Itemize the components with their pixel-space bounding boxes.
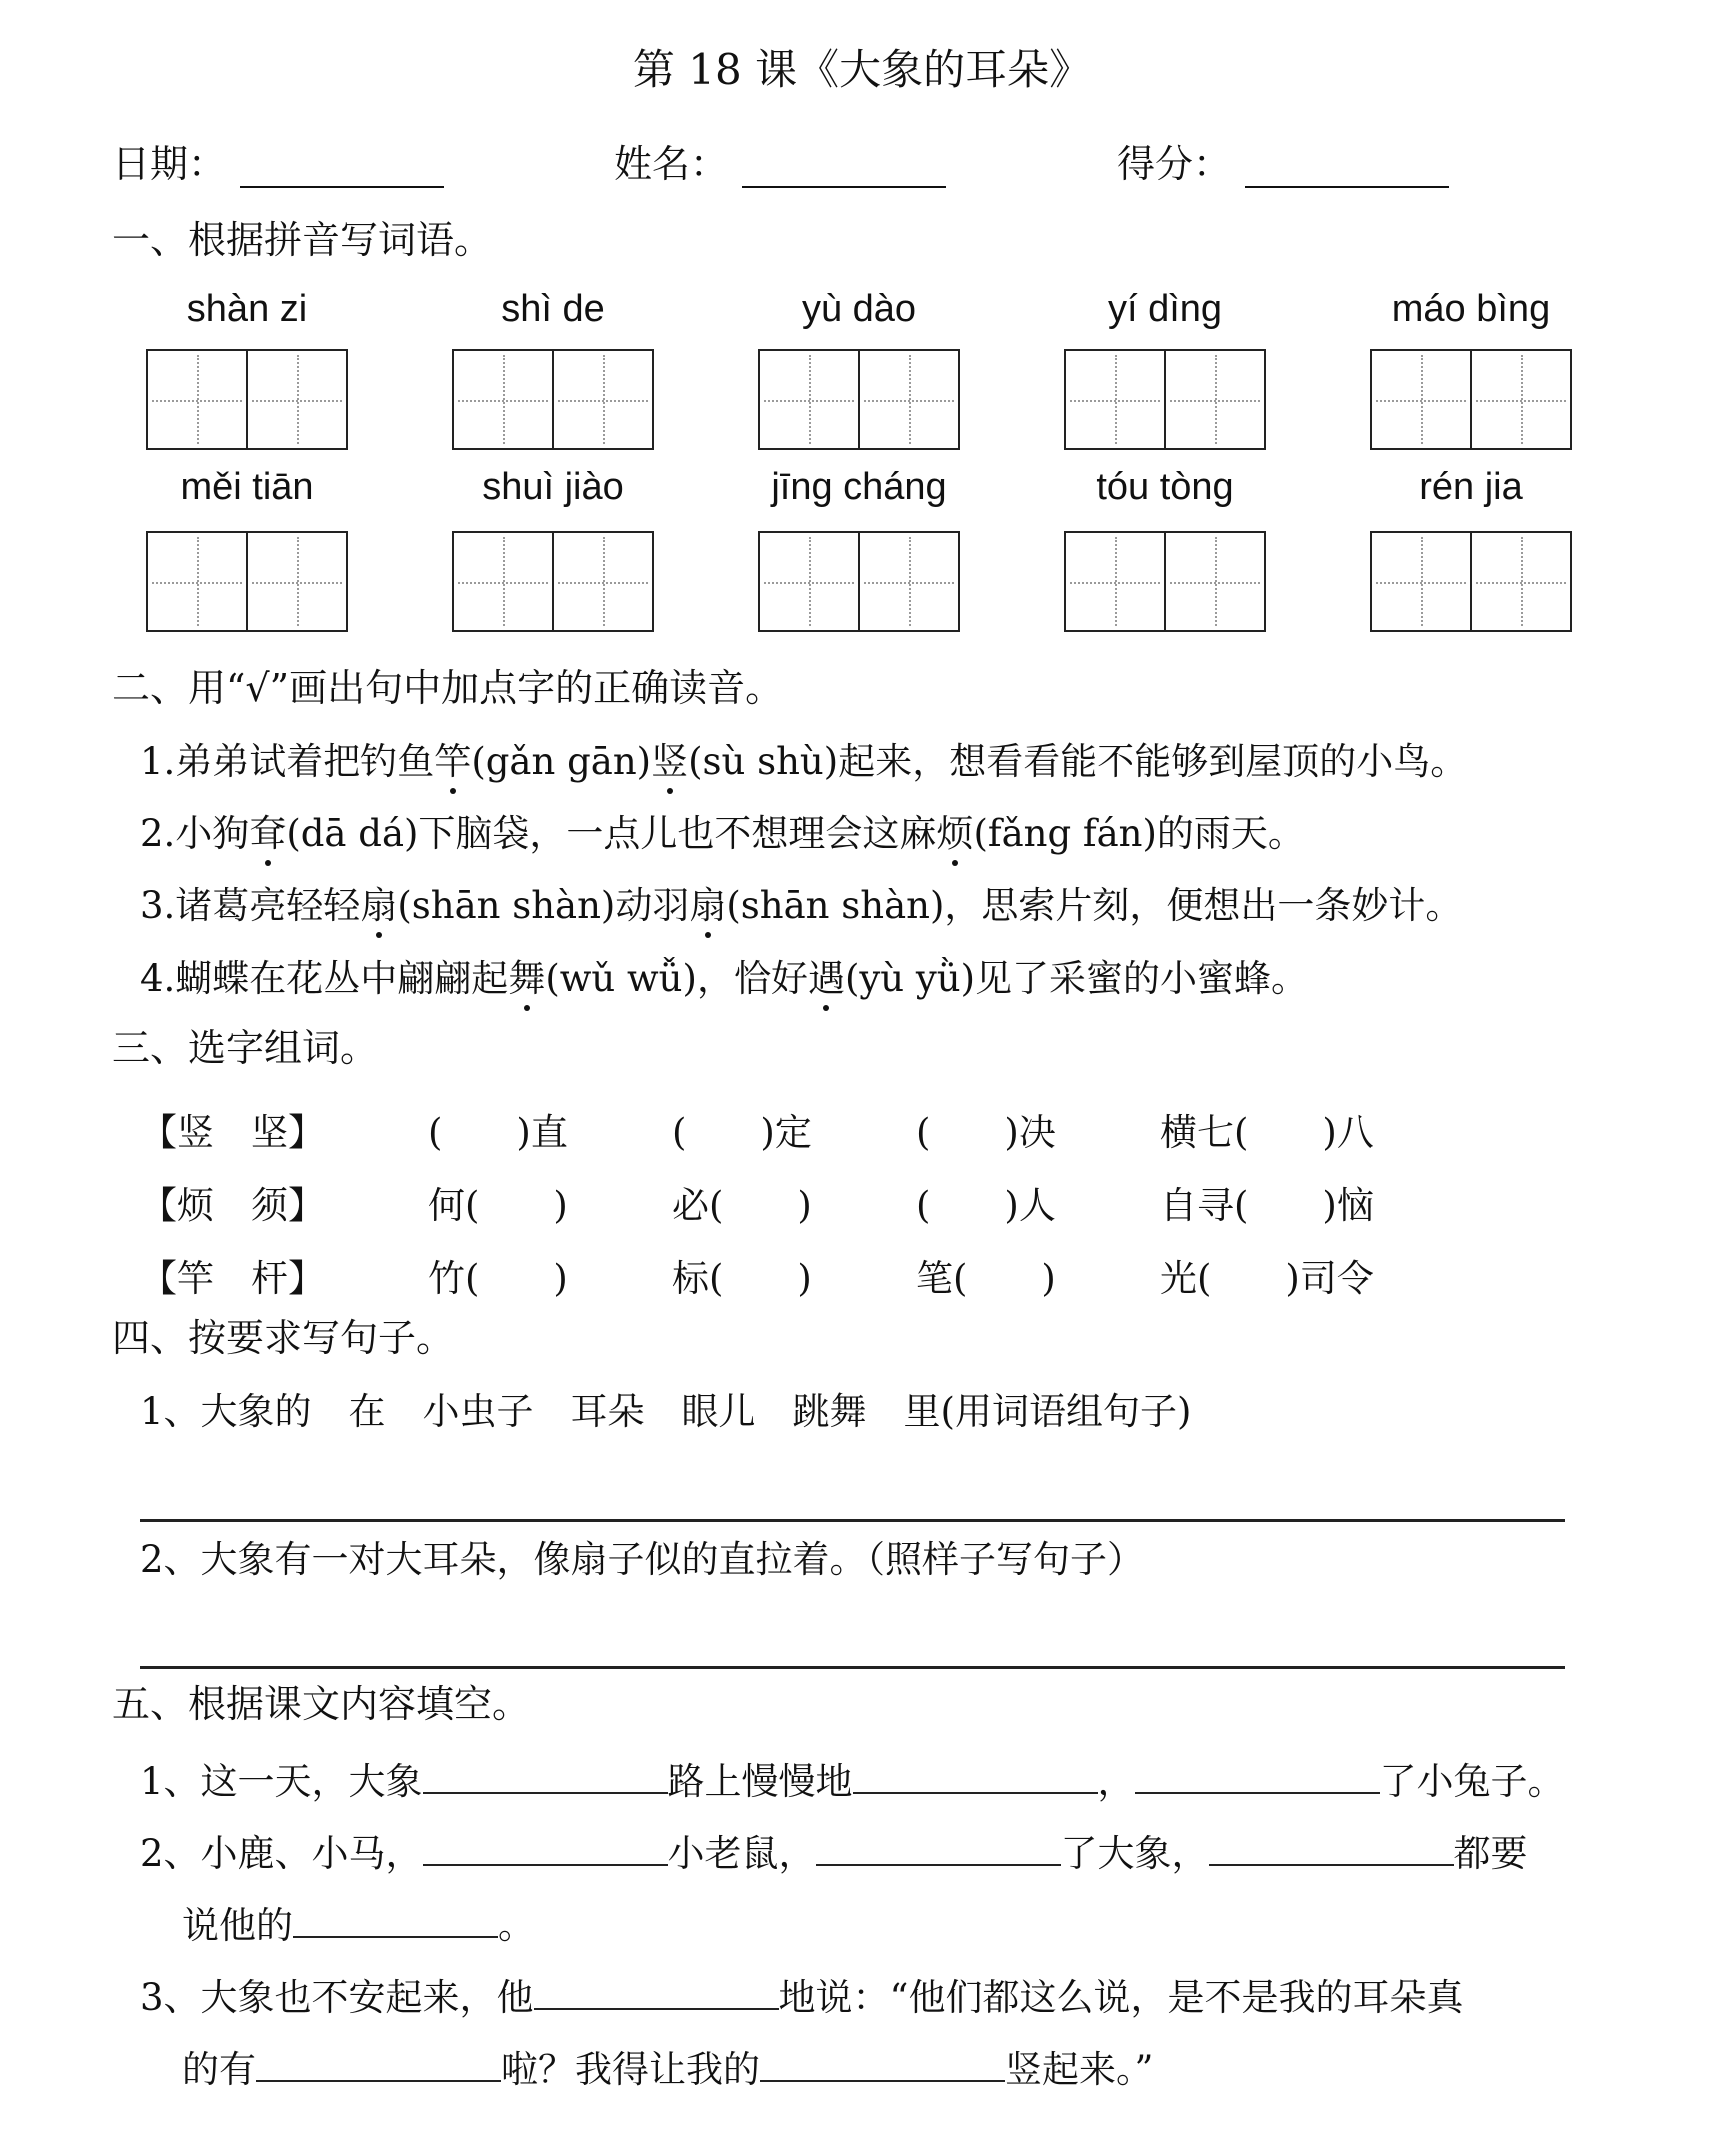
pinyin-label: máo bìng [1391, 288, 1551, 330]
sentence [140, 955, 1308, 1003]
section4-question-1: 1、大象的 在 小虫子 耳朵 眼儿 跳舞 里(用词语组句子) [140, 1390, 1192, 1433]
section5-question-2-cont [182, 1898, 535, 1950]
q1-text-a: 1、这一天，大象 [140, 1760, 423, 1803]
tianzige-cell[interactable] [1164, 351, 1264, 448]
worksheet-title: 第 18 课《大象的耳朵》 [632, 45, 1092, 94]
dotted-character: 竖 [651, 738, 688, 786]
date-blank[interactable] [240, 146, 444, 188]
pinyin-label: shuì jiào [482, 466, 624, 508]
tianzige-cell[interactable] [760, 351, 858, 448]
sentence-text: 1.弟弟试着把钓鱼 [140, 740, 435, 783]
word-blank[interactable]: 何( ) [428, 1184, 568, 1227]
tianzige-cell[interactable] [1470, 351, 1570, 448]
q2b-text-b: 。 [498, 1904, 535, 1947]
sentence-text: (gǎn gān) [471, 740, 652, 783]
q2b-text-a: 说他的 [182, 1904, 293, 1947]
score-label: 得分： [1117, 142, 1232, 186]
fill-blank[interactable] [1135, 1754, 1380, 1794]
q1-text-c: ， [1097, 1760, 1135, 1803]
writing-grid [1064, 531, 1266, 632]
pinyin-label: shàn zi [186, 288, 308, 330]
q2-text-b: 小老鼠， [667, 1832, 816, 1875]
sentence-text: (wǔ wǚ)，恰好 [545, 957, 808, 1000]
dotted-character: 扇 [360, 882, 397, 930]
pinyin-label: měi tiān [180, 466, 314, 508]
word-blank[interactable]: 笔( ) [916, 1257, 1056, 1300]
sentence [140, 738, 1467, 786]
date-field [112, 140, 444, 188]
tianzige-cell[interactable] [858, 351, 958, 448]
section5-question-1 [140, 1754, 1565, 1806]
tianzige-cell[interactable] [1372, 533, 1470, 630]
q1-text-b: 路上慢慢地 [667, 1760, 853, 1803]
fill-blank[interactable] [760, 2042, 1005, 2082]
sentence-text: 4.蝴蝶在花丛中翩翩起 [140, 957, 509, 1000]
writing-grid [452, 531, 654, 632]
word-blank[interactable]: 竹( ) [428, 1257, 568, 1300]
fill-blank[interactable] [1209, 1826, 1454, 1866]
dotted-character: 耷 [249, 810, 286, 858]
writing-grid [146, 531, 348, 632]
sentence-text: (shān shàn)，思索片刻，便想出一条妙计。 [726, 884, 1463, 927]
fill-blank[interactable] [256, 2042, 501, 2082]
fill-blank[interactable] [534, 1970, 779, 2010]
writing-grid [452, 349, 654, 450]
word-blank[interactable]: 横七( )八 [1160, 1111, 1374, 1154]
q3-text-b: 地说：“他们都这么说，是不是我的耳朵真 [778, 1976, 1464, 2019]
writing-grid [1064, 349, 1266, 450]
pinyin-label: tóu tòng [1096, 466, 1234, 508]
writing-grid [1370, 349, 1572, 450]
word-blank[interactable]: ( )决 [916, 1111, 1056, 1154]
pinyin-label: jīng cháng [771, 466, 947, 508]
tianzige-cell[interactable] [1164, 533, 1264, 630]
char-pair-label: 【竖 坚】 [140, 1111, 325, 1154]
name-label: 姓名： [614, 142, 729, 186]
tianzige-cell[interactable] [760, 533, 858, 630]
pinyin-label: yù dào [801, 288, 917, 330]
tianzige-cell[interactable] [454, 533, 552, 630]
writing-grid [758, 349, 960, 450]
date-label: 日期： [112, 142, 227, 186]
tianzige-cell[interactable] [148, 351, 246, 448]
sentence-text: 3.诸葛亮轻轻 [140, 884, 361, 927]
section2-heading: 二、用“√”画出句中加点字的正确读音。 [112, 666, 784, 710]
word-blank[interactable]: ( )人 [916, 1184, 1056, 1227]
word-blank[interactable]: 光( )司令 [1160, 1257, 1374, 1300]
tianzige-cell[interactable] [246, 533, 346, 630]
q2-text-a: 2、小鹿、小马， [140, 1832, 423, 1875]
sentence-text: (shān shàn)动羽 [397, 884, 690, 927]
sentence-text: (yù yǜ)见了采蜜的小蜜蜂。 [844, 957, 1309, 1000]
name-field [614, 140, 946, 188]
char-pair-label: 【烦 须】 [140, 1184, 325, 1227]
sentence [140, 810, 1305, 858]
fill-blank[interactable] [423, 1754, 668, 1794]
tianzige-cell[interactable] [1066, 533, 1164, 630]
tianzige-cell[interactable] [1470, 533, 1570, 630]
section1-heading: 一、根据拼音写词语。 [112, 218, 493, 262]
tianzige-cell[interactable] [1066, 351, 1164, 448]
q3b-text-a: 的有 [182, 2048, 256, 2091]
pinyin-label: rén jia [1419, 466, 1523, 508]
fill-blank[interactable] [853, 1754, 1098, 1794]
dotted-character: 烦 [936, 810, 973, 858]
fill-blank[interactable] [293, 1898, 498, 1938]
score-field [1117, 140, 1449, 188]
word-blank[interactable]: ( )直 [428, 1111, 568, 1154]
score-blank[interactable] [1245, 146, 1449, 188]
fill-blank[interactable] [816, 1826, 1061, 1866]
q3-text-a: 3、大象也不安起来，他 [140, 1976, 534, 2019]
name-blank[interactable] [742, 146, 946, 188]
dotted-character: 舞 [508, 955, 545, 1003]
section4-heading: 四、按要求写句子。 [112, 1316, 455, 1360]
answer-line-1[interactable] [140, 1519, 1565, 1522]
writing-grid [758, 531, 960, 632]
section3-heading: 三、选字组词。 [112, 1026, 379, 1070]
tianzige-cell[interactable] [246, 351, 346, 448]
q2-text-c: 了大象， [1060, 1832, 1209, 1875]
q1-text-d: 了小兔子。 [1379, 1760, 1565, 1803]
section5-question-3 [140, 1970, 1463, 2022]
section5-heading: 五、根据课文内容填空。 [112, 1682, 531, 1726]
word-blank[interactable]: 标( ) [672, 1257, 812, 1300]
answer-line-2[interactable] [140, 1666, 1565, 1669]
word-blank[interactable]: 必( ) [672, 1184, 812, 1227]
tianzige-cell[interactable] [454, 351, 552, 448]
tianzige-cell[interactable] [858, 533, 958, 630]
section5-question-3-cont [182, 2042, 1153, 2094]
sentence-text: (fǎng fán)的雨天。 [973, 812, 1305, 855]
section4-question-2: 2、大象有一对大耳朵，像扇子似的直拉着。（照样子写句子） [140, 1538, 1145, 1581]
sentence-text: 2.小狗 [140, 812, 250, 855]
tianzige-cell[interactable] [1372, 351, 1470, 448]
q2-text-d: 都要 [1453, 1832, 1528, 1875]
pinyin-label: shì de [501, 288, 605, 330]
dotted-character: 竿 [434, 738, 471, 786]
word-blank[interactable]: ( )定 [672, 1111, 812, 1154]
dotted-character: 扇 [689, 882, 726, 930]
writing-grid [1370, 531, 1572, 632]
fill-blank[interactable] [423, 1826, 668, 1866]
q3b-text-c: 竖起来。” [1005, 2048, 1154, 2091]
dotted-character: 遇 [808, 955, 845, 1003]
tianzige-cell[interactable] [148, 533, 246, 630]
sentence-text: (dā dá)下脑袋，一点儿也不想理会这麻 [286, 812, 937, 855]
tianzige-cell[interactable] [552, 351, 652, 448]
q3b-text-b: 啦？我得让我的 [501, 2048, 760, 2091]
char-pair-label: 【竿 杆】 [140, 1257, 325, 1300]
sentence-text: (sù shù)起来，想看看能不能够到屋顶的小鸟。 [688, 740, 1468, 783]
section5-question-2 [140, 1826, 1528, 1878]
writing-grid [146, 349, 348, 450]
word-blank[interactable]: 自寻( )恼 [1160, 1184, 1374, 1227]
pinyin-label: yí dìng [1107, 288, 1223, 330]
sentence [140, 882, 1462, 930]
tianzige-cell[interactable] [552, 533, 652, 630]
